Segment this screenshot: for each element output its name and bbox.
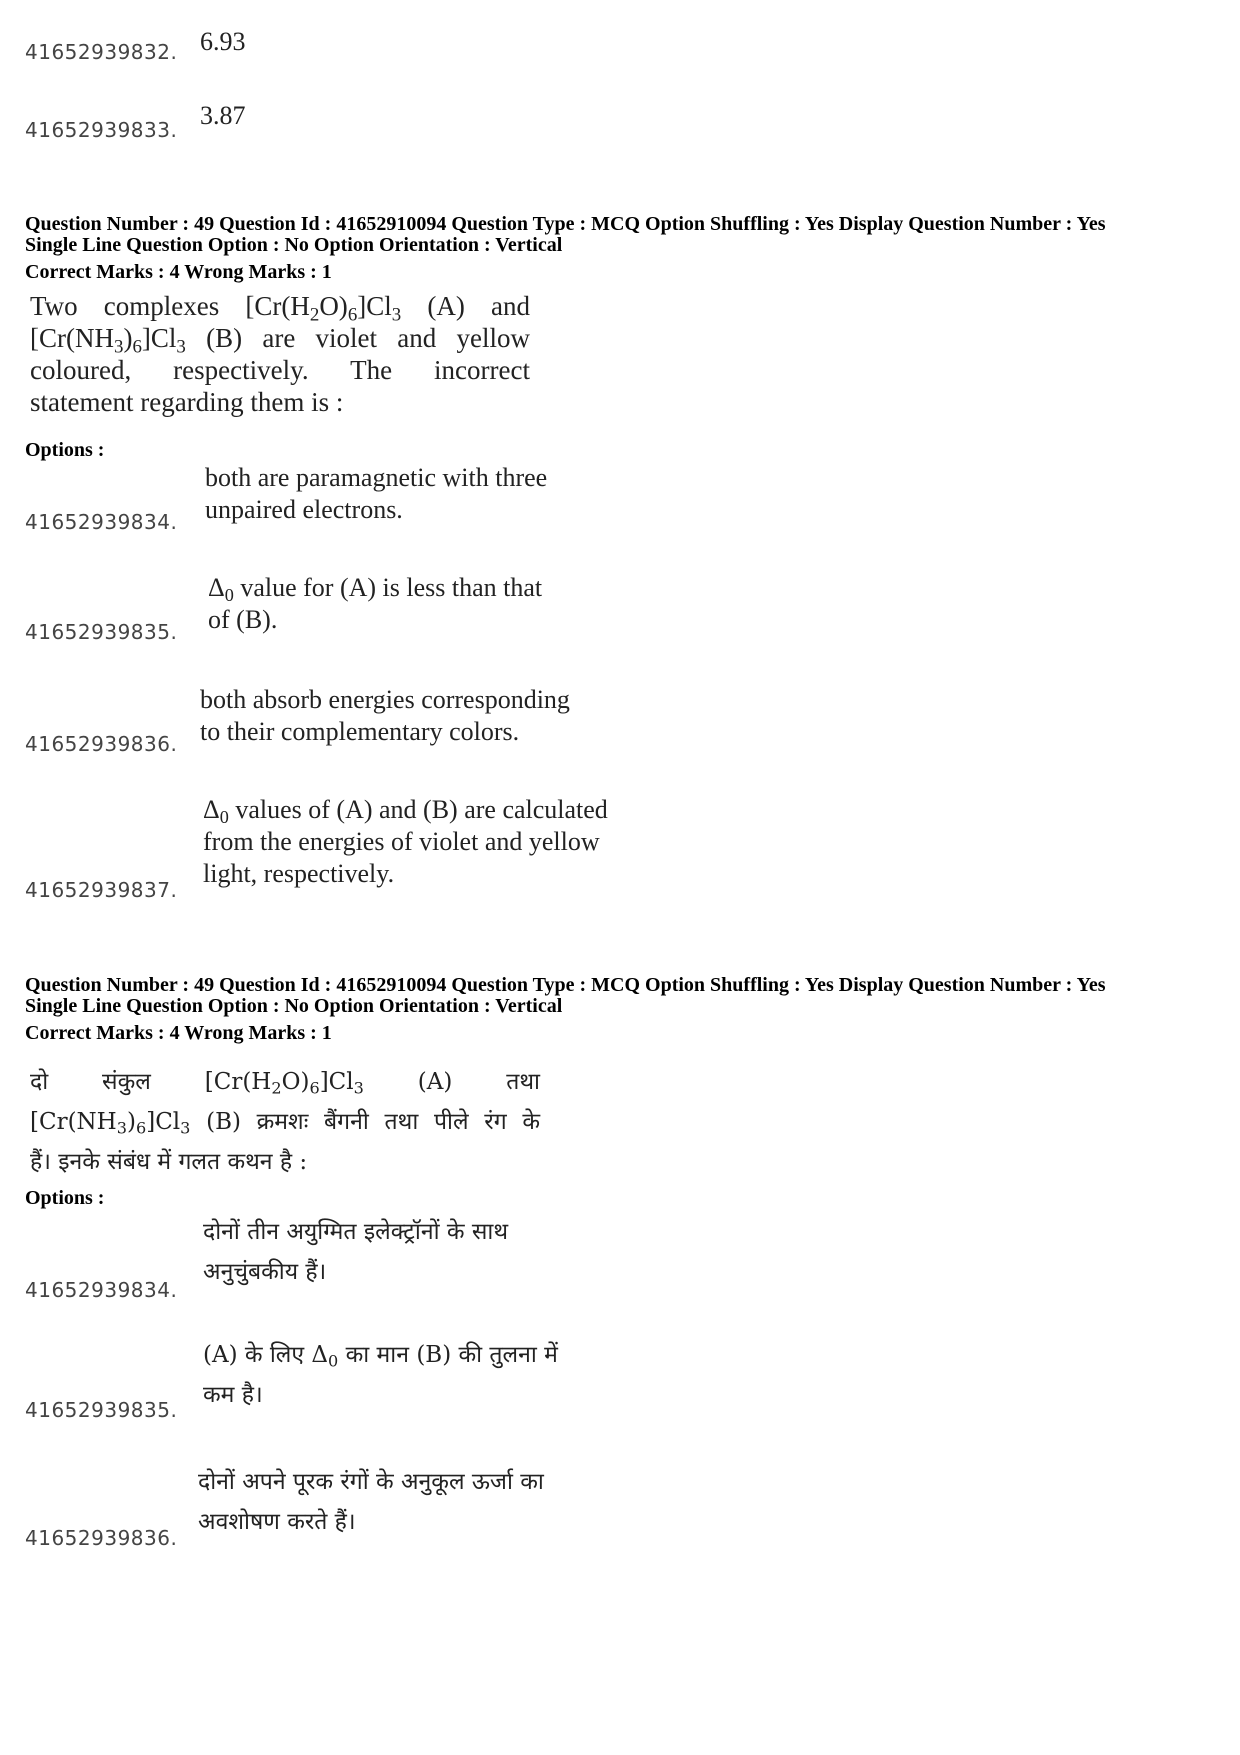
question-meta-line: Single Line Question Option : No Option Orientation : Vertical (25, 234, 563, 256)
stem-line: हैं। इनके संबंध में गलत कथन है : (30, 1149, 308, 1175)
stem-line: $[Cr(NH_3)_6]Cl_3$ (B) क्रमशः बैंगनी तथा पीले रंग के (30, 1109, 540, 1138)
option-text: (A) के लिए $\Delta_0$ का मान (B) की तुलना में कम है। (203, 1342, 558, 1408)
question-meta-line: Single Line Question Option : No Option Orientation : Vertical (25, 995, 563, 1017)
options-label: Options : (25, 1187, 105, 1209)
option-text: $\Delta_0$ value for (A) is less than that of (B). (208, 573, 543, 634)
stem-line: Two complexes $[Cr(H_2O)_6]Cl_3$ (A) and (30, 291, 530, 326)
option-id: 41652939835. (25, 620, 178, 644)
question-meta-line: Question Number : 49 Question Id : 41652910094 Question Type : MCQ Option Shuffling : Yes Display Question Number : Yes (25, 213, 1106, 235)
question-meta-line: Question Number : 49 Question Id : 41652910094 Question Type : MCQ Option Shuffling : Yes Display Question Number : Yes (25, 974, 1106, 996)
stem-line: statement regarding them is : (30, 387, 344, 417)
question-stem (30, 1062, 540, 1182)
option-text: 6.93 (200, 27, 246, 56)
option-text: दोनों अपने पूरक रंगों के अनुकूल ऊर्जा का अवशोषण करते हैं। (198, 1469, 544, 1535)
option-id: 41652939837. (25, 878, 178, 902)
option-id: 41652939836. (25, 732, 178, 756)
stem-line: coloured, respectively. The incorrect (30, 355, 530, 385)
option-id: 41652939834. (25, 1278, 178, 1302)
option-text: दोनों तीन अयुग्मित इलेक्ट्रॉनों के साथ अनुचुंबकीय हैं। (203, 1219, 509, 1285)
option-id: 41652939833. (25, 118, 178, 142)
option-text: both are paramagnetic with three unpaired electrons. (205, 463, 548, 524)
option-id: 41652939835. (25, 1398, 178, 1422)
stem-line: दो संकुल $[Cr(H_2O)_6]Cl_3$ (A) तथा (30, 1069, 540, 1098)
option-id: 41652939834. (25, 510, 178, 534)
option-text: $\Delta_0$ values of (A) and (B) are calculated from the energies of violet and yellow light, respectively. (203, 795, 608, 888)
option-text: 3.87 (200, 101, 246, 130)
stem-line: $[Cr(NH_3)_6]Cl_3$ (B) are violet and yellow (30, 323, 530, 358)
marks-line: Correct Marks : 4 Wrong Marks : 1 (25, 261, 332, 283)
option-id: 41652939832. (25, 40, 178, 64)
option-text: both absorb energies corresponding to their complementary colors. (200, 685, 570, 746)
options-label: Options : (25, 439, 105, 461)
marks-line: Correct Marks : 4 Wrong Marks : 1 (25, 1022, 332, 1044)
question-stem (30, 290, 530, 418)
option-id: 41652939836. (25, 1526, 178, 1550)
